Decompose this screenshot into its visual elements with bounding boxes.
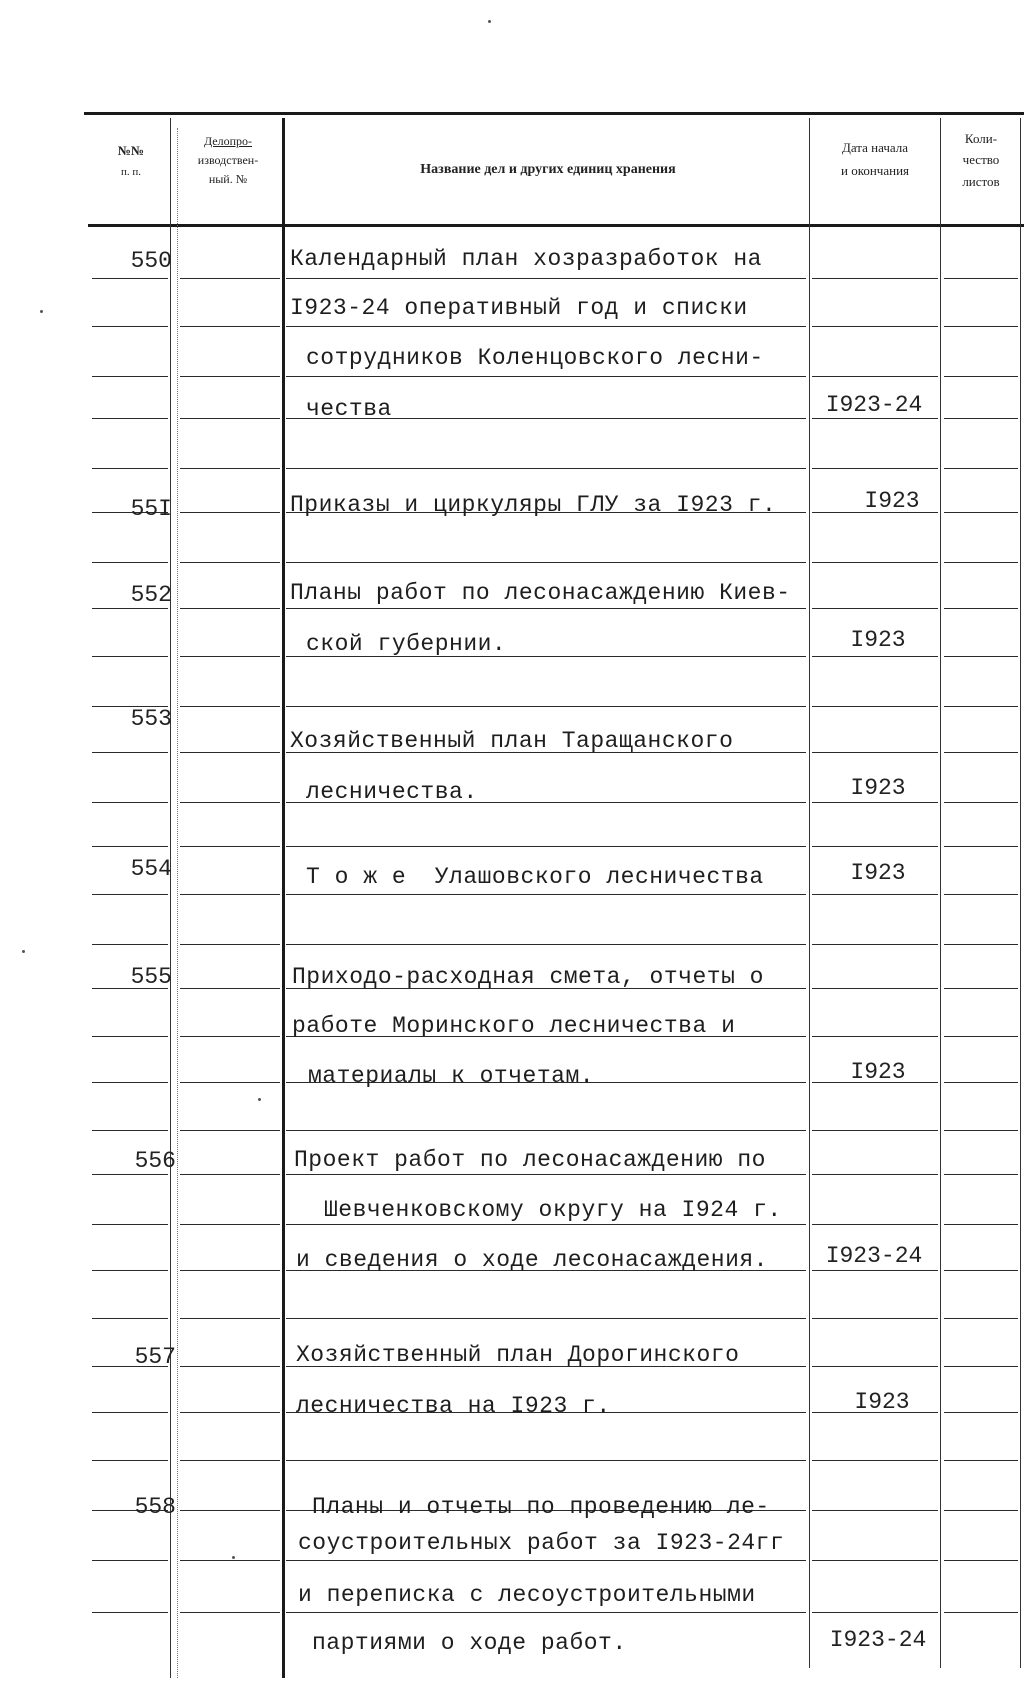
- ruled-line: [286, 608, 806, 609]
- ruled-line: [944, 1130, 1018, 1131]
- ruled-line: [180, 1366, 280, 1367]
- ruled-line: [180, 326, 280, 327]
- ruled-line: [812, 326, 938, 327]
- ruled-line: [812, 278, 938, 279]
- ruled-line: [944, 376, 1018, 377]
- ruled-line: [92, 1460, 168, 1461]
- record-title-line: Проект работ по лесонасаждению по: [294, 1147, 766, 1173]
- ruled-line: [180, 1460, 280, 1461]
- ruled-line: [180, 418, 280, 419]
- ruled-line: [944, 656, 1018, 657]
- record-title-line: Хозяйственный план Таращанского: [290, 728, 734, 754]
- ruled-line: [92, 1130, 168, 1131]
- ruled-line: [812, 1460, 938, 1461]
- header-sheets-line2: чество: [962, 152, 1000, 168]
- ruled-line: [812, 1224, 938, 1225]
- ruled-line: [180, 1036, 280, 1037]
- ruled-line: [92, 326, 168, 327]
- header-top-rule: [84, 112, 1024, 115]
- header-office-line2: изводствен-: [197, 153, 259, 168]
- ruled-line: [944, 418, 1018, 419]
- ruled-line: [812, 988, 938, 989]
- ruled-line: [286, 1224, 806, 1225]
- scan-speck: [22, 950, 25, 953]
- header-title: Название дел и других единиц хранения: [420, 162, 676, 177]
- ruled-line: [92, 1224, 168, 1225]
- record-title-line: соустроительных работ за I923-24гг: [298, 1530, 785, 1556]
- ruled-line: [944, 1082, 1018, 1083]
- record-title-line: работе Моринского лесничества и: [292, 1013, 736, 1039]
- record-title-line: лесничества.: [306, 779, 478, 805]
- ruled-line: [180, 1560, 280, 1561]
- ruled-line: [944, 846, 1018, 847]
- ruled-line: [944, 1318, 1018, 1319]
- record-title-line: Хозяйственный план Дорогинского: [296, 1342, 740, 1368]
- column-rule-sheets: [1020, 118, 1021, 1668]
- ruled-line: [92, 894, 168, 895]
- ruled-line: [812, 656, 938, 657]
- header-title-col: [290, 158, 806, 183]
- ruled-line: [286, 706, 806, 707]
- record-title-line: сотрудников Коленцовского лесни-: [306, 345, 764, 371]
- ruled-line: [286, 278, 806, 279]
- ruled-line: [944, 1510, 1018, 1511]
- ruled-line: [92, 802, 168, 803]
- ruled-line: [812, 1130, 938, 1131]
- ruled-line: [286, 1130, 806, 1131]
- ruled-line: [92, 752, 168, 753]
- header-sheets-line3: листов: [962, 173, 1000, 189]
- ruled-line: [180, 846, 280, 847]
- ruled-line: [812, 706, 938, 707]
- ruled-line: [812, 1510, 938, 1511]
- ruled-line: [944, 1612, 1018, 1613]
- ruled-line: [92, 562, 168, 563]
- ruled-line: [180, 1612, 280, 1613]
- record-title-line: лесничества на I923 г.: [296, 1393, 611, 1419]
- record-dates: I923: [850, 627, 906, 653]
- ruled-line: [944, 1036, 1018, 1037]
- ruled-line: [92, 468, 168, 469]
- ruled-line: [180, 1174, 280, 1175]
- header-number-col: [98, 140, 164, 182]
- record-title-line: Приказы и циркуляры ГЛУ за I923 г.: [290, 492, 777, 518]
- scan-speck: [40, 310, 43, 313]
- ruled-line: [92, 1560, 168, 1561]
- record-dates: I923: [850, 860, 906, 886]
- ruled-line: [92, 1412, 168, 1413]
- ruled-line: [92, 418, 168, 419]
- record-dates: I923: [854, 1389, 910, 1415]
- ruled-line: [92, 1036, 168, 1037]
- record-dates: I923-24: [825, 1243, 923, 1269]
- record-title-line: Т о ж е Улашовского лесничества: [306, 864, 764, 890]
- ruled-line: [180, 1412, 280, 1413]
- ruled-line: [180, 562, 280, 563]
- ruled-line: [944, 468, 1018, 469]
- ruled-line: [812, 1174, 938, 1175]
- ruled-line: [944, 944, 1018, 945]
- ruled-line: [812, 752, 938, 753]
- ruled-line: [812, 1366, 938, 1367]
- column-rule-office: [282, 118, 285, 1678]
- ruled-line: [812, 608, 938, 609]
- ruled-line: [180, 608, 280, 609]
- record-title-line: Шевченковскому округу на I924 г.: [324, 1197, 782, 1223]
- ruled-line: [944, 752, 1018, 753]
- record-title-line: чества: [306, 396, 392, 422]
- record-number: 553: [130, 706, 172, 732]
- ruled-line: [944, 1366, 1018, 1367]
- header-number-line2: п. п.: [120, 165, 142, 178]
- column-rule-dates: [940, 118, 941, 1668]
- ruled-line: [944, 894, 1018, 895]
- ruled-line: [92, 944, 168, 945]
- ruled-line: [944, 608, 1018, 609]
- ruled-line: [944, 802, 1018, 803]
- ruled-line: [944, 1174, 1018, 1175]
- ruled-line: [92, 656, 168, 657]
- ruled-line: [812, 1318, 938, 1319]
- ruled-line: [180, 1082, 280, 1083]
- record-number: 557: [134, 1344, 176, 1370]
- ruled-line: [812, 418, 938, 419]
- ruled-line: [944, 278, 1018, 279]
- scan-speck: [232, 1556, 235, 1559]
- record-title-line: ской губернии.: [306, 631, 507, 657]
- column-rule-office-left: [177, 128, 178, 1678]
- ruled-line: [180, 656, 280, 657]
- ruled-line: [286, 1460, 806, 1461]
- header-sheets-line1: Коли-: [964, 131, 998, 146]
- column-rule-number: [170, 118, 171, 1678]
- ruled-line: [286, 1560, 806, 1561]
- ruled-line: [286, 1612, 806, 1613]
- ruled-line: [180, 512, 280, 513]
- ruled-line: [180, 988, 280, 989]
- ruled-line: [92, 1082, 168, 1083]
- ruled-line: [286, 562, 806, 563]
- ruled-line: [92, 846, 168, 847]
- ruled-line: [944, 326, 1018, 327]
- header-office-line1: Делопро-: [203, 134, 253, 148]
- header-office-line3: ный. №: [208, 172, 248, 187]
- ruled-line: [92, 1318, 168, 1319]
- ruled-line: [180, 468, 280, 469]
- ruled-line: [92, 1174, 168, 1175]
- column-rule-title: [809, 118, 810, 1668]
- header-number-line1: №№: [117, 143, 145, 158]
- record-number: 55I: [130, 496, 172, 522]
- ruled-line: [286, 468, 806, 469]
- ruled-line: [944, 1412, 1018, 1413]
- ruled-line: [944, 1224, 1018, 1225]
- record-title-line: Планы и отчеты по проведению ле-: [312, 1494, 770, 1520]
- ruled-line: [286, 894, 806, 895]
- ruled-line: [180, 802, 280, 803]
- ruled-line: [944, 1560, 1018, 1561]
- record-dates: I923: [850, 1059, 906, 1085]
- ruled-line: [286, 1174, 806, 1175]
- ruled-line: [812, 376, 938, 377]
- ruled-line: [92, 608, 168, 609]
- ruled-line: [812, 846, 938, 847]
- ruled-line: [92, 1270, 168, 1271]
- record-number: 550: [130, 248, 172, 274]
- record-dates: I923: [850, 775, 906, 801]
- ruled-line: [180, 752, 280, 753]
- ruled-line: [286, 1318, 806, 1319]
- ruled-line: [812, 468, 938, 469]
- ruled-line: [944, 1460, 1018, 1461]
- record-title-line: Планы работ по лесонасаждению Киев-: [290, 580, 791, 606]
- ruled-line: [812, 894, 938, 895]
- ruled-line: [944, 562, 1018, 563]
- record-title-line: Приходо-расходная смета, отчеты о: [292, 964, 764, 990]
- ruled-line: [180, 376, 280, 377]
- record-title-line: Календарный план хозразработок на: [290, 246, 762, 272]
- ruled-line: [286, 846, 806, 847]
- ruled-line: [92, 376, 168, 377]
- ruled-line: [286, 944, 806, 945]
- ruled-line: [286, 376, 806, 377]
- ruled-line: [180, 1318, 280, 1319]
- ruled-line: [92, 278, 168, 279]
- record-dates: I923: [864, 488, 920, 514]
- header-dates-line1: Дата начала: [841, 140, 909, 155]
- ruled-line: [812, 1036, 938, 1037]
- record-number: 554: [130, 856, 172, 882]
- ruled-line: [180, 1224, 280, 1225]
- ruled-line: [180, 1510, 280, 1511]
- ruled-line: [180, 894, 280, 895]
- ruled-line: [92, 1612, 168, 1613]
- ruled-line: [944, 988, 1018, 989]
- record-number: 555: [130, 964, 172, 990]
- ruled-line: [180, 944, 280, 945]
- ruled-line: [812, 562, 938, 563]
- ruled-line: [812, 1560, 938, 1561]
- header-dates-line2: и окончания: [840, 162, 910, 178]
- ruled-line: [812, 802, 938, 803]
- scan-speck: [258, 1098, 261, 1101]
- ruled-line: [812, 1270, 938, 1271]
- header-dates-col: [810, 137, 940, 183]
- ruled-line: [286, 326, 806, 327]
- record-title-line: материалы к отчетам.: [308, 1063, 595, 1089]
- ruled-line: [944, 1270, 1018, 1271]
- header-sheets-col: [941, 128, 1021, 192]
- header-bottom-rule: [88, 224, 1024, 227]
- record-number: 552: [130, 582, 172, 608]
- ruled-line: [180, 278, 280, 279]
- ruled-line: [944, 706, 1018, 707]
- record-dates: I923-24: [825, 392, 923, 418]
- ruled-line: [180, 706, 280, 707]
- record-title-line: партиями о ходе работ.: [312, 1630, 627, 1656]
- header-office-col: [176, 132, 280, 190]
- record-number: 558: [134, 1494, 176, 1520]
- record-dates: I923-24: [829, 1627, 927, 1653]
- ruled-line: [812, 1612, 938, 1613]
- ruled-line: [180, 1270, 280, 1271]
- record-title-line: и сведения о ходе лесонасаждения.: [296, 1247, 768, 1273]
- record-number: 556: [134, 1148, 176, 1174]
- record-title-line: I923-24 оперативный год и списки: [290, 295, 748, 321]
- record-title-line: и переписка с лесоустроительными: [298, 1582, 756, 1608]
- scan-speck: [488, 20, 491, 23]
- ruled-line: [180, 1130, 280, 1131]
- ruled-line: [812, 944, 938, 945]
